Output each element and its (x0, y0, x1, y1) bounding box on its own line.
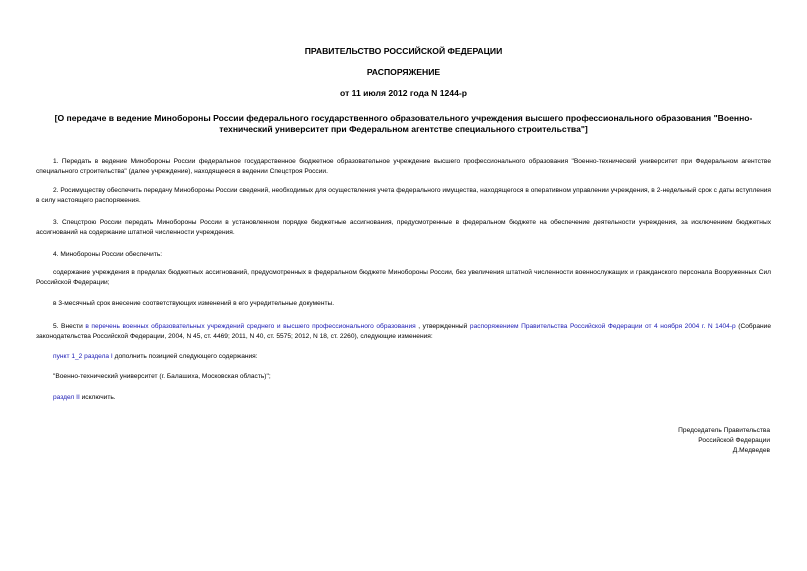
paragraph-2: 2. Росимуществу обеспечить передачу Минобороны России сведений, необходимых для осуществления учета федерального имущества, находящегося в оперативном управлении учреждения, в 2-недельный срок с даты вступления в силу настоящего распоряжения. (36, 187, 771, 204)
signature-position: Председатель Правительства (678, 427, 770, 434)
paragraph-7: "Военно-технический университет (г. Балашиха, Московская область)"; (53, 373, 271, 380)
signature-name: Д.Медведев (732, 447, 770, 454)
section-2-link[interactable]: раздел II (53, 394, 80, 401)
military-schools-list-link[interactable]: в перечень военных образовательных учреждений среднего и высшего профессионального образования (85, 323, 416, 330)
paragraph-4: 4. Минобороны России обеспечить: (53, 251, 163, 258)
paragraph-8 (36, 393, 771, 403)
paragraph-5-text-start: 5. Внести (53, 323, 86, 330)
paragraph-1: 1. Передать в ведение Минобороны России федеральное государственное бюджетное образовательное учреждение высшего профессионального образования "Военно-технический университет при Федеральном агентстве специального строительства" (далее учреждение), находящееся в ведении Спецстроя России. (36, 158, 771, 175)
paragraph-6 (36, 352, 771, 362)
paragraph-4-item-a: содержание учреждения в пределах бюджетных ассигнований, предусмотренных в федеральном бюджете Минобороны России, без увеличения штатной численности военнослужащих и гражданского персонала Вооруженных Сил Российской Федерации; (36, 269, 771, 286)
document-type: РАСПОРЯЖЕНИЕ (366, 67, 441, 77)
section-1-item-link[interactable]: пункт 1_2 раздела I (53, 353, 113, 360)
paragraph-3: 3. Спецстрою России передать Минобороны России в установленном порядке бюджетные ассигнования, предусмотренные в федеральном бюджете на обеспечение деятельности учреждения, за исключением бюджетных ассигнований на содержание штатной численности учреждения. (36, 219, 771, 236)
paragraph-6-text: дополнить позицией следующего содержания: (112, 353, 258, 360)
paragraph-5 (36, 322, 771, 342)
paragraph-4-item-b: в 3-месячный срок внесение соответствующих изменений в его учредительные документы. (53, 300, 335, 307)
signature-organization: Российской Федерации (698, 437, 770, 444)
paragraph-5-text-end: (Собрание законодательства Российской Федерации, 2004, N 45, ст. 4469; 2011, N 40, ст. 5575; 2012, N 18, ст. 2260), следующие изменения: (36, 323, 771, 340)
paragraph-5-text-mid: , утвержденный (415, 323, 470, 330)
paragraph-8-text: исключить. (79, 394, 116, 401)
document-date-number: от 11 июля 2012 года N 1244-р (340, 88, 467, 98)
issuing-authority: ПРАВИТЕЛЬСТВО РОССИЙСКОЙ ФЕДЕРАЦИИ (304, 46, 503, 56)
document-title: [О передаче в ведение Минобороны России федерального государственного образовательного учреждения высшего профессионального образования "Военно-технический университет при Федеральном агентстве специального строительства"] (54, 113, 753, 134)
government-order-link[interactable]: распоряжением Правительства Российской Федерации от 4 ноября 2004 г. N 1404-р (469, 323, 736, 330)
